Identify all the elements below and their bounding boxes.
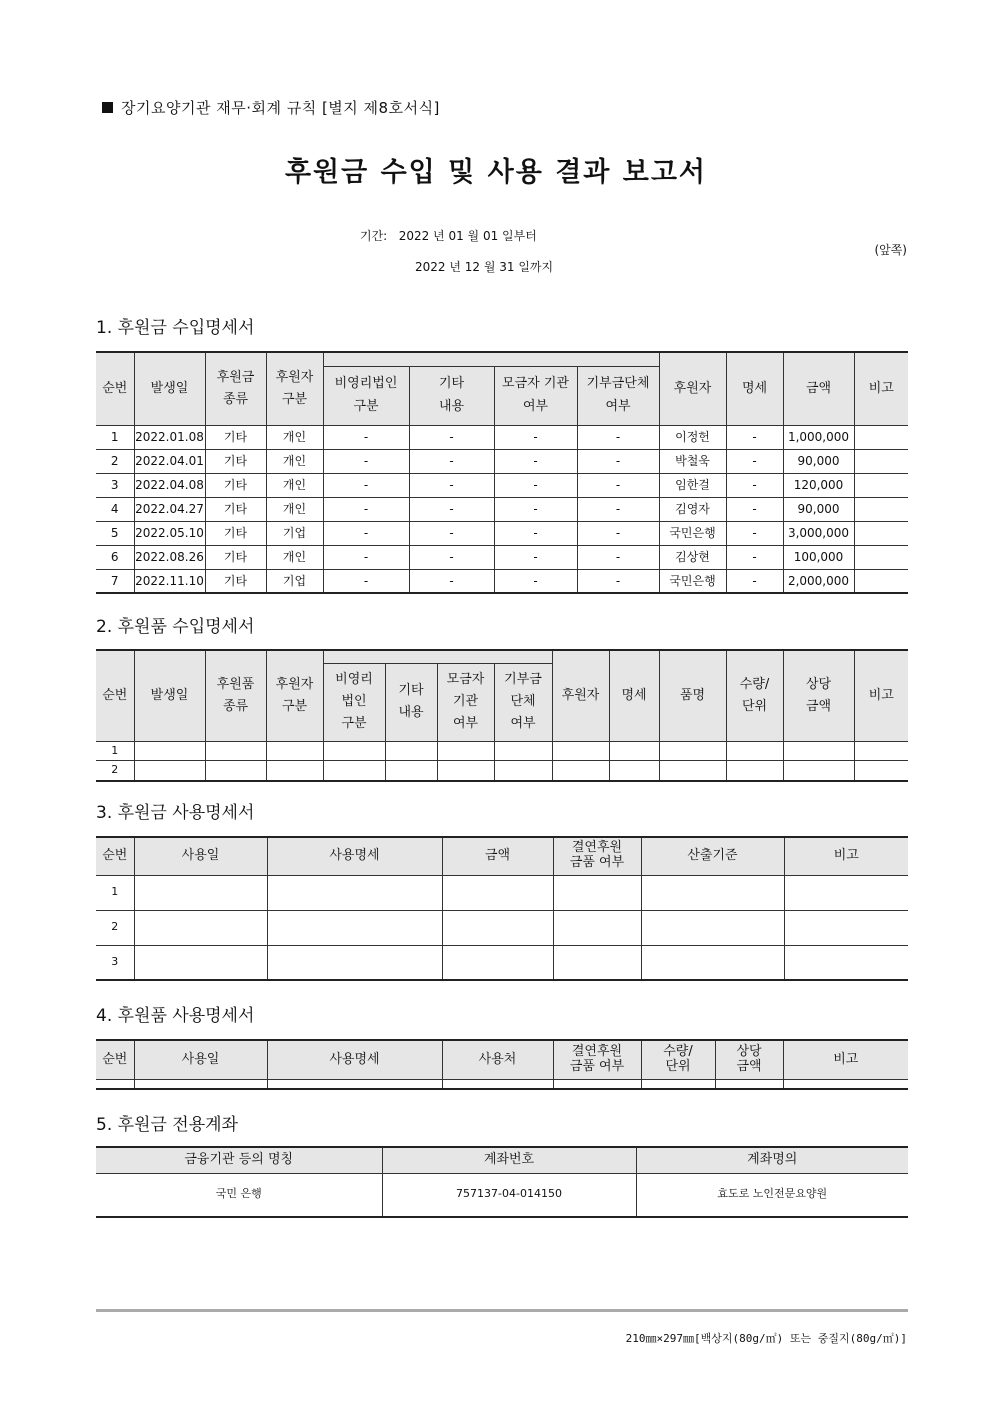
cell-donor_type: 개인: [266, 425, 323, 449]
cell-type: 기타: [205, 449, 266, 473]
cell-c1: -: [323, 569, 409, 593]
goods-usage-table: [96, 1039, 908, 1090]
table-row: 1: [96, 875, 908, 910]
col-amount: 금액: [783, 352, 854, 425]
front-side-note: (앞쪽): [874, 243, 907, 257]
table-row: [96, 1079, 908, 1089]
col-no: 순번: [96, 650, 134, 741]
col-detail: 명세: [726, 352, 783, 425]
cell-detail: -: [726, 449, 783, 473]
col-basis: 산출기준: [641, 837, 784, 875]
period-from: 기간: 2022 년 01 월 01 일부터: [360, 229, 537, 243]
account-table: [96, 1146, 908, 1218]
cell-detail: -: [726, 521, 783, 545]
col-donor: 후원자: [659, 352, 726, 425]
cell-c3: -: [494, 569, 577, 593]
cell-amount: 1,000,000: [783, 425, 854, 449]
bank-name: 국민 은행: [96, 1173, 382, 1217]
col-group-blank: [323, 650, 552, 663]
table-row: 3: [96, 945, 908, 980]
col-qty: 수량/ 단위: [726, 650, 783, 741]
col-note: 비고: [854, 352, 908, 425]
cell-c2: -: [409, 545, 494, 569]
cell-c4: -: [577, 545, 659, 569]
cell-note: [854, 449, 908, 473]
cell-date: 2022.04.01: [134, 449, 205, 473]
cell-c1: -: [323, 545, 409, 569]
col-detail: 명세: [609, 650, 659, 741]
col-date: 발생일: [134, 352, 205, 425]
cell-c3: -: [494, 425, 577, 449]
cell-c3: -: [494, 497, 577, 521]
cell-c2: -: [409, 425, 494, 449]
cell-c2: -: [409, 569, 494, 593]
cell-c4: -: [577, 521, 659, 545]
cell-date: 2022.04.27: [134, 497, 205, 521]
cell-donor_type: 개인: [266, 545, 323, 569]
col-holder: 계좌명의: [636, 1147, 908, 1173]
cell-detail: -: [726, 425, 783, 449]
cell-amount: 90,000: [783, 497, 854, 521]
cell-note: [854, 521, 908, 545]
cell-no: 5: [96, 521, 134, 545]
col-qty: 수량/ 단위: [641, 1040, 715, 1079]
cell-amount: 3,000,000: [783, 521, 854, 545]
cell-donor: 김영자: [659, 497, 726, 521]
cell-note: [854, 569, 908, 593]
cell-c3: -: [494, 473, 577, 497]
col-donor-type: 후원자 구분: [266, 650, 323, 741]
cell-date: 2022.05.10: [134, 521, 205, 545]
cell-type: 기타: [205, 569, 266, 593]
cell-donor: 박철욱: [659, 449, 726, 473]
cell-date: 2022.01.08: [134, 425, 205, 449]
cell-c1: -: [323, 497, 409, 521]
cell-no: 7: [96, 569, 134, 593]
col-place: 사용처: [442, 1040, 553, 1079]
table-row: [96, 521, 908, 545]
account-number: 757137-04-014150: [382, 1173, 636, 1217]
cell-c2: -: [409, 521, 494, 545]
cell-date: 2022.08.26: [134, 545, 205, 569]
col-type: 후원품 종류: [205, 650, 266, 741]
footer-divider: [96, 1309, 908, 1312]
col-date: 사용일: [134, 837, 267, 875]
cell-donor: 김상현: [659, 545, 726, 569]
period-to: 2022 년 12 월 31 일까지: [415, 260, 554, 274]
cell-c1: -: [323, 449, 409, 473]
cell-type: 기타: [205, 425, 266, 449]
table-row: [96, 449, 908, 473]
cell-no: 6: [96, 545, 134, 569]
cell-c3: -: [494, 545, 577, 569]
col-fundraiser: 모금자 기관 여부: [437, 663, 494, 741]
cell-no: 2: [96, 449, 134, 473]
section1-title: 1. 후원금 수입명세서: [96, 318, 255, 338]
col-value: 상당 금액: [783, 650, 854, 741]
cell-c1: -: [323, 521, 409, 545]
cell-c2: -: [409, 449, 494, 473]
cell-date: 2022.04.08: [134, 473, 205, 497]
col-no: 순번: [96, 1040, 134, 1079]
cell-donor_type: 개인: [266, 497, 323, 521]
account-holder: 효도로 노인전문요양원: [636, 1173, 908, 1217]
cell-type: 기타: [205, 521, 266, 545]
section3-title: 3. 후원금 사용명세서: [96, 803, 255, 823]
cell-date: 2022.11.10: [134, 569, 205, 593]
col-account: 계좌번호: [382, 1147, 636, 1173]
col-note: 비고: [783, 1040, 908, 1079]
table-row: [96, 473, 908, 497]
col-no: 순번: [96, 837, 134, 875]
col-linked: 결연후원 금품 여부: [553, 1040, 641, 1079]
document-title: 후원금 수입 및 사용 결과 보고서: [284, 157, 708, 188]
col-amount: 금액: [442, 837, 553, 875]
cell-c1: -: [323, 425, 409, 449]
cell-detail: -: [726, 473, 783, 497]
cell-type: 기타: [205, 473, 266, 497]
col-etc: 기타 내용: [409, 366, 494, 425]
col-detail: 사용명세: [267, 1040, 442, 1079]
table-row: [96, 497, 908, 521]
cell-c4: -: [577, 473, 659, 497]
square-bullet-icon: [102, 102, 113, 113]
col-fundraiser: 모금자 기관 여부: [494, 366, 577, 425]
col-note: 비고: [854, 650, 908, 741]
cell-amount: 90,000: [783, 449, 854, 473]
cell-note: [854, 425, 908, 449]
table-row: 2: [96, 910, 908, 945]
col-date: 사용일: [134, 1040, 267, 1079]
cell-donor_type: 기업: [266, 569, 323, 593]
form-reference: 장기요양기관 재무·회계 규칙 [별지 제8호서식]: [102, 97, 440, 118]
section4-title: 4. 후원품 사용명세서: [96, 1006, 255, 1026]
col-bank: 금융기관 등의 명칭: [96, 1147, 382, 1173]
col-date: 발생일: [134, 650, 205, 741]
cell-donor_type: 개인: [266, 473, 323, 497]
col-note: 비고: [784, 837, 908, 875]
donation-income-table: [96, 351, 908, 594]
cell-note: [854, 473, 908, 497]
paper-spec: 210㎜×297㎜[백상지(80g/㎡) 또는 중질지(80g/㎡)]: [625, 1332, 907, 1345]
col-detail: 사용명세: [267, 837, 442, 875]
cell-c4: -: [577, 497, 659, 521]
cell-c3: -: [494, 449, 577, 473]
col-linked: 결연후원 금품 여부: [553, 837, 641, 875]
cell-amount: 120,000: [783, 473, 854, 497]
col-donor-type: 후원자 구분: [266, 352, 323, 425]
cell-c2: -: [409, 497, 494, 521]
cell-type: 기타: [205, 497, 266, 521]
cell-donor: 국민은행: [659, 521, 726, 545]
table-row: [96, 569, 908, 593]
cell-note: [854, 545, 908, 569]
col-item: 품명: [659, 650, 726, 741]
cell-donor: 국민은행: [659, 569, 726, 593]
cell-detail: -: [726, 497, 783, 521]
cell-no: 4: [96, 497, 134, 521]
goods-income-table: [96, 649, 908, 782]
cell-amount: 100,000: [783, 545, 854, 569]
cell-detail: -: [726, 569, 783, 593]
cell-c4: -: [577, 569, 659, 593]
col-donor: 후원자: [552, 650, 609, 741]
col-value: 상당 금액: [715, 1040, 783, 1079]
cell-c4: -: [577, 449, 659, 473]
cell-note: [854, 497, 908, 521]
cell-donor_type: 기업: [266, 521, 323, 545]
col-donation-org: 기부금 단체 여부: [494, 663, 552, 741]
col-etc: 기타 내용: [385, 663, 437, 741]
cell-donor: 임한걸: [659, 473, 726, 497]
table-row: [96, 1173, 908, 1217]
col-no: 순번: [96, 352, 134, 425]
col-nonprofit: 비영리 법인 구분: [323, 663, 385, 741]
cell-donor_type: 개인: [266, 449, 323, 473]
section2-title: 2. 후원품 수입명세서: [96, 617, 255, 637]
cell-c3: -: [494, 521, 577, 545]
table-row: 2: [96, 761, 908, 781]
table-row: [96, 425, 908, 449]
col-nonprofit: 비영리법인 구분: [323, 366, 409, 425]
table-row: 1: [96, 741, 908, 761]
cell-c4: -: [577, 425, 659, 449]
cell-no: 1: [96, 425, 134, 449]
cell-donor: 이정헌: [659, 425, 726, 449]
section5-title: 5. 후원금 전용계좌: [96, 1115, 238, 1135]
col-type: 후원금 종류: [205, 352, 266, 425]
cell-c1: -: [323, 473, 409, 497]
cell-detail: -: [726, 545, 783, 569]
cell-type: 기타: [205, 545, 266, 569]
col-donation-org: 기부금단체 여부: [577, 366, 659, 425]
col-group-blank: [323, 352, 659, 366]
cell-c2: -: [409, 473, 494, 497]
cell-no: 3: [96, 473, 134, 497]
donation-usage-table: [96, 836, 908, 981]
table-row: [96, 545, 908, 569]
cell-amount: 2,000,000: [783, 569, 854, 593]
